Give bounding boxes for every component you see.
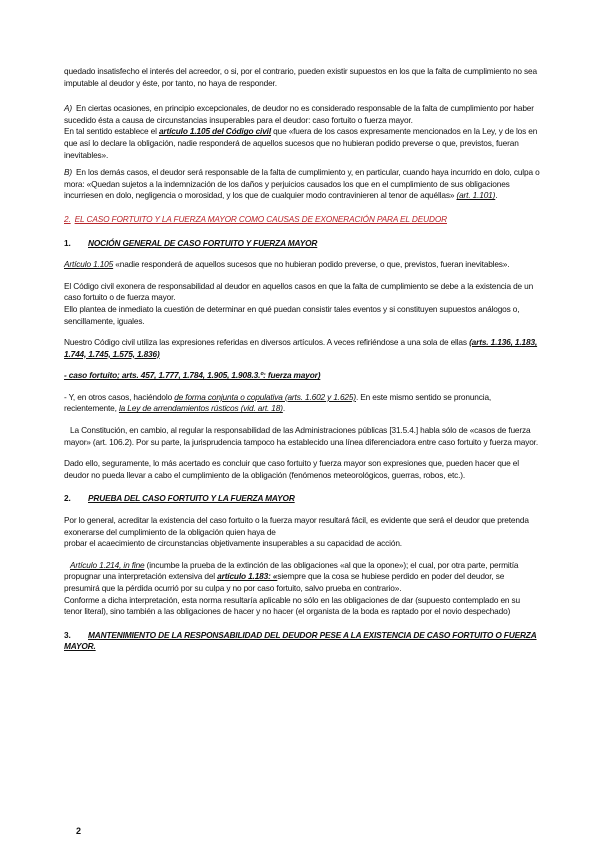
section-2-number: 2. xyxy=(64,213,71,224)
subsection-3-title: MANTENIMIENTO DE LA RESPONSABILIDAD DEL DEUDOR PESE A LA EXISTENCIA DE CASO FORTUITO O FUERZA MAYOR. xyxy=(64,629,537,652)
ley-arrendamientos-link[interactable]: la Ley de arrendamientos rústicos (vid. art. 18) xyxy=(118,403,283,414)
paragraph-constitucion-text: La Constitución, en cambio, al regular la responsabilidad de las Administraciones públicas [31.5.4.] habla sólo de «casos de fuerza mayor» (art. 106.2). Por su parte, la jurisprudencia tampoco ha establecido una línea diferenciadora entre caso fortuito y fuerza mayor. xyxy=(64,425,538,447)
paragraph-otros-mid: . En este mismo sentido se pronuncia, recientemente, xyxy=(64,391,492,414)
subsection-2-title: PRUEBA DEL CASO FORTUITO Y LA FUERZA MAYOR xyxy=(88,493,295,504)
subsection-3-number: 3. xyxy=(64,629,71,640)
paragraph-a2-pre: En tal sentido establece el xyxy=(64,126,157,137)
paragraph-otros-end: . xyxy=(282,403,285,414)
article-1214-ref[interactable]: Artículo 1.214, in fine xyxy=(70,559,145,570)
paragraph-b-label: B) xyxy=(64,167,72,178)
paragraph-intro-text: quedado insatisfecho el interés del acreedor, o si, por el contrario, pueden existir supuestos en los que la falta de cumplimiento no sea imputable al deudor y éste, por tanto, no haya de responder. xyxy=(64,66,537,88)
article-1105-ref[interactable]: Artículo 1.105 xyxy=(64,259,114,270)
paragraph-nuestro-text: Nuestro Código civil utiliza las expresiones referidas en diversos artículos. A veces refiriéndose a una sola de ellas xyxy=(64,337,467,348)
document-body xyxy=(64,66,540,653)
subsection-2-heading xyxy=(64,493,540,505)
paragraph-codigo-civil-2 xyxy=(64,304,540,327)
article-1183-ref[interactable]: artículo 1.183: « xyxy=(217,571,278,582)
subsection-2-number: 2. xyxy=(64,493,71,504)
subsection-1-number: 1. xyxy=(64,237,71,248)
paragraph-otros-casos xyxy=(64,392,540,415)
subsection-3-heading xyxy=(64,630,540,653)
paragraph-otros-pre: - Y, en otros casos, haciéndolo xyxy=(64,391,173,402)
paragraph-prueba-line2: probar el acaecimiento de circunstancias objetivamente insuperables a su capacidad de acción. xyxy=(64,538,402,549)
paragraph-art1214-end: siempre que la cosa se hubiese perdido en poder del deudor, se presumirá que la pérdida ocurrió por su culpa y no por caso fortuito, salvo prueba en contrario». xyxy=(64,571,505,593)
articles-ref-list[interactable]: (arts. 1.136, 1.183, 1.744, 1.745, 1.575, 1.836) xyxy=(64,337,538,359)
paragraph-codigo-civil-line2: Ello plantea de inmediato la cuestión de determinar en qué puedan consistir tales eventos y si constituyen supuestos análogos o, sencillamente, iguales. xyxy=(64,303,520,326)
paragraph-a2 xyxy=(64,126,540,161)
paragraph-caso-fortuito-text: - caso fortuito; arts. 457, 1.777, 1.784, 1.905, 1.908.3.º: fuerza mayor) xyxy=(64,370,321,381)
paragraph-b-text: En los demás casos, el deudor será responsable de la falta de cumplimiento y, en particular, cuando haya incurrido en dolo, culpa o mora: «Quedan sujetos a la indemnización de los daños y perjuicios causados los que en el cumplimiento de sus obligaciones incurriesen en dolo, negligencia o morosidad, y los que de cualquier modo contravinieren al tenor de aquéllas» xyxy=(64,167,540,201)
paragraph-dado xyxy=(64,458,540,481)
paragraph-intro xyxy=(64,66,540,89)
paragraph-codigo-civil-line1: El Código civil exonera de responsabilidad al deudor en aquellos casos en que la falta de cumplimiento se debe a la existencia de un caso fortuito o de fuerza mayor. xyxy=(64,280,534,303)
paragraph-a-label: A) xyxy=(64,103,72,114)
paragraph-codigo-civil xyxy=(64,281,540,304)
section-2-heading xyxy=(64,214,540,226)
paragraph-art1214-mid: (incumbe la prueba de la extinción de las obligaciones «al que la opone»); el cual, por otra parte, permitía propugnar una interpretación extensiva del xyxy=(64,559,519,582)
article-1101-ref[interactable]: (art. 1.101) xyxy=(456,190,496,201)
paragraph-art1105-text: «nadie responderá de aquellos sucesos que no hubieran podido preverse, o que, previstos, fueran inevitables». xyxy=(115,259,510,270)
paragraph-b xyxy=(64,167,540,202)
paragraph-conforme xyxy=(64,595,540,618)
paragraph-dado-text: Dado ello, seguramente, lo más acertado es concluir que caso fortuito y fuerza mayor son expresiones que, pueden hacer que el deudor no pueda llevar a cabo el cumplimiento de la obligación (fenómenos meteorológicos, guerras, robos, etc.). xyxy=(64,458,519,480)
paragraph-a-text: En ciertas ocasiones, en principio excepcionales, de deudor no es considerado responsable de la falta de cumplimiento por haber sucedido ésta a causa de circunstancias insuperables para el deudor: caso fortuito o fuerza mayor. xyxy=(64,103,534,125)
page-number: 2 xyxy=(76,826,82,836)
paragraph-prueba-2 xyxy=(64,538,540,550)
conjunta-ref-link[interactable]: de forma conjunta o copulativa (arts. 1.602 y 1.625) xyxy=(174,391,356,402)
paragraph-art1214 xyxy=(64,560,540,595)
paragraph-conforme-text: Conforme a dicha interpretación, esta norma resultaría aplicable no sólo en las obligaciones de dar (supuesto contemplado en su tenor literal), sino también a las obligaciones de hacer y no hacer (el organista de la boda es raptado por el novio despechado) xyxy=(64,594,521,617)
paragraph-b-end: . xyxy=(495,190,498,201)
paragraph-prueba-line1: Por lo general, acreditar la existencia del caso fortuito o la fuerza mayor resultará fácil, es evidente que será el deudor que pretenda exonerarse del cumplimiento de la obligación quien haya de xyxy=(64,515,529,537)
section-2-title: EL CASO FORTUITO Y LA FUERZA MAYOR COMO CAUSAS DE EXONERACIÓN PARA EL DEUDOR xyxy=(74,213,447,224)
paragraph-prueba xyxy=(64,515,540,538)
subsection-1-title: NOCIÓN GENERAL DE CASO FORTUITO Y FUERZA MAYOR xyxy=(88,237,318,248)
paragraph-nuestro xyxy=(64,337,540,360)
paragraph-caso-fortuito xyxy=(64,370,540,382)
subsection-1-heading xyxy=(64,238,540,250)
paragraph-constitucion xyxy=(64,425,540,448)
paragraph-art1105 xyxy=(64,259,540,271)
paragraph-a xyxy=(64,103,540,126)
article-1105-link[interactable]: artículo 1.105 del Código civil xyxy=(158,126,271,137)
paragraph-a2-post: que «fuera de los casos expresamente mencionados en la Ley, y de los en que así lo declare la obligación, nadie responderá de aquellos sucesos que no hubieran podido preverse o que, previstos, fueran inevitables». xyxy=(64,126,538,160)
